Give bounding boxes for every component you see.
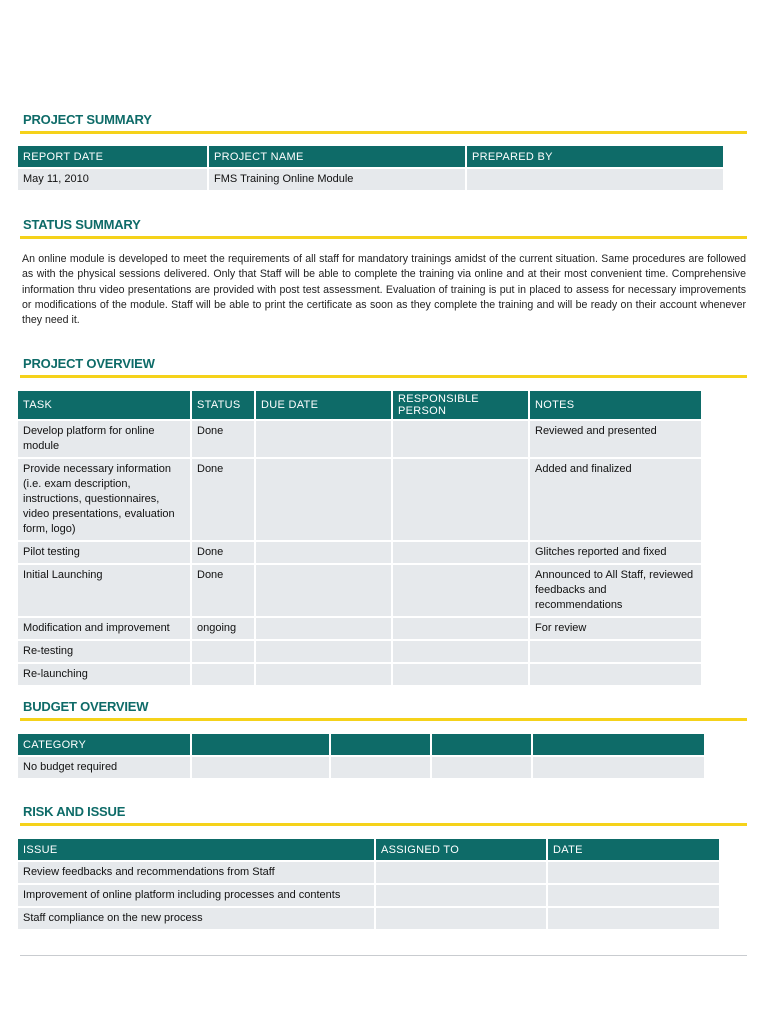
table-row bbox=[18, 618, 701, 639]
responsible-cell bbox=[393, 641, 528, 662]
table-row bbox=[18, 421, 701, 457]
responsible-cell bbox=[393, 542, 528, 563]
footer-divider bbox=[20, 955, 747, 956]
budget-cell bbox=[432, 757, 531, 778]
header-issue: ISSUE bbox=[18, 839, 374, 860]
status-cell: Done bbox=[192, 421, 254, 457]
risk-and-issue-title: RISK AND ISSUE bbox=[23, 804, 126, 819]
header-project-name: PROJECT NAME bbox=[209, 146, 465, 167]
notes-cell bbox=[530, 664, 701, 685]
table-header-row bbox=[18, 839, 719, 860]
assigned-to-cell bbox=[376, 885, 546, 906]
responsible-cell bbox=[393, 421, 528, 457]
task-cell: Modification and improvement bbox=[18, 618, 190, 639]
header-blank bbox=[533, 734, 704, 755]
table-row bbox=[18, 565, 701, 616]
notes-cell bbox=[530, 641, 701, 662]
notes-cell: For review bbox=[530, 618, 701, 639]
status-cell: ongoing bbox=[192, 618, 254, 639]
table-header-row bbox=[18, 146, 723, 167]
table-row bbox=[18, 908, 719, 929]
section-divider bbox=[20, 375, 747, 378]
due-date-cell bbox=[256, 664, 391, 685]
status-cell: Done bbox=[192, 542, 254, 563]
notes-cell: Glitches reported and fixed bbox=[530, 542, 701, 563]
prepared-by-value bbox=[467, 169, 723, 190]
issue-cell: Staff compliance on the new process bbox=[18, 908, 374, 929]
due-date-cell bbox=[256, 459, 391, 540]
responsible-cell bbox=[393, 565, 528, 616]
category-cell: No budget required bbox=[18, 757, 190, 778]
responsible-cell bbox=[393, 618, 528, 639]
header-status: STATUS bbox=[192, 391, 254, 419]
header-assigned-to: ASSIGNED TO bbox=[376, 839, 546, 860]
header-blank bbox=[432, 734, 531, 755]
task-cell: Re-launching bbox=[18, 664, 190, 685]
assigned-to-cell bbox=[376, 908, 546, 929]
project-overview-title: PROJECT OVERVIEW bbox=[23, 356, 155, 371]
table-row bbox=[18, 885, 719, 906]
table-row bbox=[18, 757, 704, 778]
table-row bbox=[18, 459, 701, 540]
status-cell: Done bbox=[192, 565, 254, 616]
risk-and-issue-table bbox=[16, 837, 721, 931]
header-report-date: REPORT DATE bbox=[18, 146, 207, 167]
due-date-cell bbox=[256, 618, 391, 639]
responsible-cell bbox=[393, 664, 528, 685]
task-cell: Pilot testing bbox=[18, 542, 190, 563]
due-date-cell bbox=[256, 421, 391, 457]
section-divider bbox=[20, 718, 747, 721]
header-responsible-person: RESPONSIBLE PERSON bbox=[393, 391, 528, 419]
notes-cell: Announced to All Staff, reviewed feedbacks and recommendations bbox=[530, 565, 701, 616]
table-header-row bbox=[18, 391, 701, 419]
section-divider bbox=[20, 236, 747, 239]
budget-overview-title: BUDGET OVERVIEW bbox=[23, 699, 149, 714]
budget-cell bbox=[331, 757, 430, 778]
status-summary-title: STATUS SUMMARY bbox=[23, 217, 141, 232]
status-cell bbox=[192, 664, 254, 685]
header-due-date: DUE DATE bbox=[256, 391, 391, 419]
budget-cell bbox=[192, 757, 329, 778]
task-cell: Re-testing bbox=[18, 641, 190, 662]
budget-cell bbox=[533, 757, 704, 778]
assigned-to-cell bbox=[376, 862, 546, 883]
responsible-cell bbox=[393, 459, 528, 540]
header-notes: NOTES bbox=[530, 391, 701, 419]
task-cell: Develop platform for online module bbox=[18, 421, 190, 457]
status-cell bbox=[192, 641, 254, 662]
due-date-cell bbox=[256, 641, 391, 662]
section-divider bbox=[20, 131, 747, 134]
notes-cell: Reviewed and presented bbox=[530, 421, 701, 457]
table-header-row bbox=[18, 734, 704, 755]
date-cell bbox=[548, 908, 719, 929]
project-summary-table bbox=[16, 144, 725, 192]
header-blank bbox=[192, 734, 329, 755]
header-category: CATEGORY bbox=[18, 734, 190, 755]
section-divider bbox=[20, 823, 747, 826]
project-overview-table bbox=[16, 389, 703, 687]
notes-cell: Added and finalized bbox=[530, 459, 701, 540]
due-date-cell bbox=[256, 565, 391, 616]
project-name-value: FMS Training Online Module bbox=[209, 169, 465, 190]
table-row bbox=[18, 862, 719, 883]
header-prepared-by: PREPARED BY bbox=[467, 146, 723, 167]
table-row bbox=[18, 641, 701, 662]
budget-overview-table bbox=[16, 732, 706, 780]
issue-cell: Review feedbacks and recommendations from Staff bbox=[18, 862, 374, 883]
table-row bbox=[18, 169, 723, 190]
due-date-cell bbox=[256, 542, 391, 563]
date-cell bbox=[548, 885, 719, 906]
table-row bbox=[18, 542, 701, 563]
issue-cell: Improvement of online platform including processes and contents bbox=[18, 885, 374, 906]
header-date: DATE bbox=[548, 839, 719, 860]
table-row bbox=[18, 664, 701, 685]
task-cell: Initial Launching bbox=[18, 565, 190, 616]
date-cell bbox=[548, 862, 719, 883]
project-summary-title: PROJECT SUMMARY bbox=[23, 112, 152, 127]
task-cell: Provide necessary information (i.e. exam description, instructions, questionnaires, video presentations, evaluation form, logo) bbox=[18, 459, 190, 540]
header-task: TASK bbox=[18, 391, 190, 419]
report-date-value: May 11, 2010 bbox=[18, 169, 207, 190]
status-cell: Done bbox=[192, 459, 254, 540]
header-blank bbox=[331, 734, 430, 755]
status-summary-text: An online module is developed to meet the requirements of all staff for mandatory trainings amidst of the current situation. Same procedures are followed as with the physical sessions delivered. Only that Staff will be able to complete the training via online and at their most convenient time. Comprehensive information thru video presentations are provided with post test assessment. Evaluation of training is put in placed to assess for necessary improvements or modifications of the module. Staff will be able to print the certificate as soon as they complete the training and will be ready on their account whenever they need it. bbox=[22, 253, 746, 327]
